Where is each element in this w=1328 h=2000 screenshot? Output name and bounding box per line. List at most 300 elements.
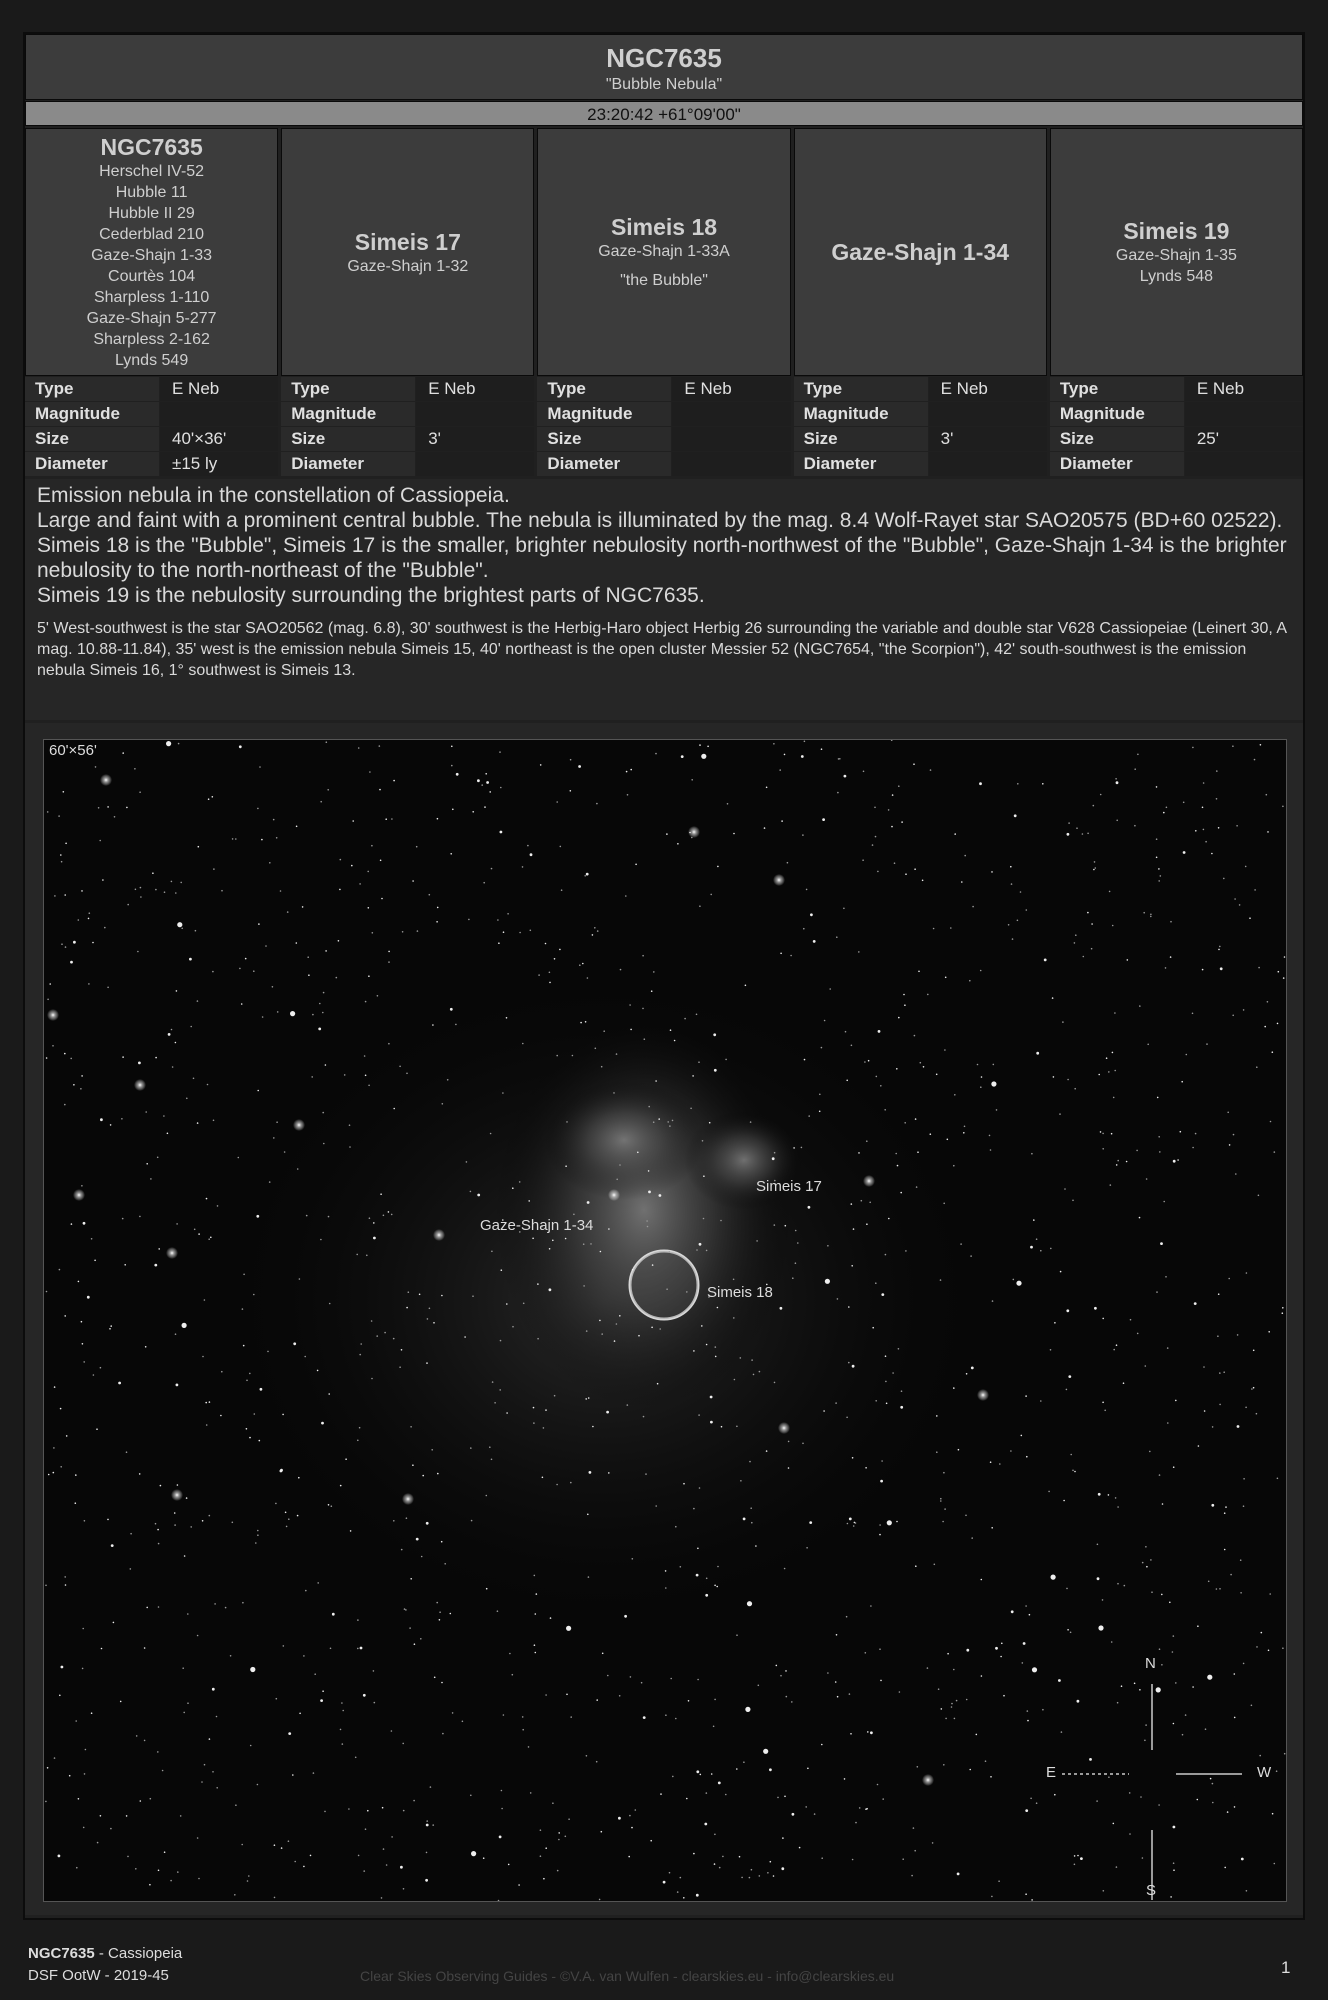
star — [393, 1338, 395, 1340]
star — [792, 1813, 795, 1816]
property-value: E Neb — [416, 377, 534, 401]
star — [855, 1522, 857, 1524]
star — [363, 1870, 365, 1872]
star — [182, 1323, 187, 1328]
star — [895, 1153, 897, 1155]
star — [359, 1354, 361, 1356]
star — [980, 970, 982, 972]
star — [1027, 1720, 1029, 1722]
star — [232, 838, 234, 840]
star — [312, 1014, 314, 1016]
star — [522, 1043, 524, 1045]
star — [406, 1073, 408, 1075]
star — [1113, 1097, 1115, 1099]
star — [48, 1474, 50, 1476]
star — [1173, 1869, 1175, 1871]
star — [936, 1451, 938, 1453]
star — [879, 1534, 881, 1536]
star — [1117, 1506, 1119, 1508]
star — [675, 1526, 677, 1528]
star — [1091, 923, 1093, 925]
star — [1017, 783, 1019, 785]
star — [848, 1362, 850, 1364]
star — [1116, 1344, 1118, 1346]
star — [512, 1187, 514, 1189]
property-value — [1185, 452, 1303, 476]
star — [193, 1078, 195, 1080]
star — [92, 942, 94, 944]
star — [707, 746, 709, 748]
star — [642, 1008, 644, 1010]
star — [943, 1203, 945, 1205]
star — [880, 1085, 882, 1087]
star — [900, 1406, 903, 1409]
star — [579, 964, 581, 966]
star — [1249, 917, 1251, 919]
star — [1268, 1331, 1270, 1333]
star — [255, 1542, 257, 1544]
star — [559, 949, 561, 951]
property-value: 25' — [1185, 427, 1303, 451]
object-name: Simeis 18 — [610, 214, 718, 240]
star — [470, 1795, 472, 1797]
star — [1270, 1121, 1272, 1123]
star — [1026, 909, 1028, 911]
star — [990, 1776, 992, 1778]
star — [450, 853, 452, 855]
star — [170, 1880, 172, 1882]
star — [317, 1370, 319, 1372]
star — [699, 905, 701, 907]
star — [437, 818, 439, 820]
star — [806, 1547, 808, 1549]
star — [109, 1328, 111, 1330]
star — [536, 1593, 538, 1595]
star — [61, 1666, 64, 1669]
star — [107, 806, 109, 808]
star — [1098, 1625, 1103, 1630]
star — [570, 1716, 572, 1718]
star — [1156, 1291, 1158, 1293]
star — [290, 1011, 295, 1016]
star — [835, 1402, 837, 1404]
property-label: Size — [25, 427, 159, 451]
star — [456, 773, 459, 776]
star — [953, 1669, 955, 1671]
star — [350, 1530, 352, 1532]
star — [596, 803, 598, 805]
star — [657, 1383, 659, 1385]
star — [774, 1224, 776, 1226]
star — [947, 1139, 949, 1141]
star — [409, 1627, 411, 1629]
star — [1115, 778, 1117, 780]
star — [194, 1229, 196, 1231]
star — [242, 1602, 244, 1604]
star — [874, 807, 876, 809]
star — [976, 1734, 978, 1736]
star — [1089, 1758, 1092, 1761]
page-number: 1 — [1281, 1958, 1291, 1977]
star — [936, 1415, 938, 1417]
star — [1060, 1271, 1062, 1273]
star — [1177, 1159, 1179, 1161]
star — [416, 1538, 419, 1541]
star — [1098, 1074, 1100, 1076]
star — [870, 1605, 872, 1607]
star — [369, 771, 371, 773]
star — [373, 1222, 375, 1224]
star — [552, 1802, 554, 1804]
property-value — [672, 452, 790, 476]
alias: Gaze-Shajn 1-33 — [91, 247, 213, 264]
star — [894, 862, 896, 864]
star — [628, 1856, 630, 1858]
star — [144, 1740, 146, 1742]
star — [82, 1343, 84, 1345]
star — [230, 1655, 232, 1657]
star — [157, 1751, 159, 1753]
star — [1251, 1705, 1253, 1707]
star — [60, 1466, 62, 1468]
star — [1211, 1504, 1214, 1507]
star — [1251, 1388, 1253, 1390]
star — [803, 928, 805, 930]
property-label: Diameter — [281, 452, 415, 476]
star — [1067, 833, 1070, 836]
star — [630, 769, 632, 771]
bright-star — [47, 1009, 59, 1021]
star — [696, 1574, 699, 1577]
star — [498, 1900, 500, 1902]
star — [588, 1576, 590, 1578]
star — [945, 977, 947, 979]
star — [1044, 959, 1047, 962]
star — [534, 1644, 536, 1646]
star — [372, 932, 374, 934]
star — [344, 1074, 346, 1076]
star — [602, 1653, 604, 1655]
star — [320, 1239, 322, 1241]
star — [500, 787, 502, 789]
star — [1254, 759, 1256, 761]
star — [139, 791, 141, 793]
compass-south: S — [1146, 1882, 1157, 1899]
star — [619, 1315, 621, 1317]
star — [288, 1518, 290, 1520]
star — [1192, 1013, 1194, 1015]
star — [999, 1463, 1001, 1465]
star — [1170, 1896, 1172, 1898]
star — [127, 1856, 129, 1858]
star — [584, 875, 586, 877]
star — [667, 1121, 669, 1123]
star — [110, 1124, 112, 1126]
star — [471, 1851, 476, 1856]
star — [710, 1396, 713, 1399]
star — [698, 1414, 700, 1416]
bright-star — [134, 1079, 146, 1091]
star — [745, 985, 747, 987]
star — [1093, 869, 1095, 871]
star — [93, 1374, 95, 1376]
star — [706, 1250, 708, 1252]
star — [751, 1869, 753, 1871]
star — [401, 1549, 403, 1551]
compass-east: E — [1046, 1764, 1057, 1781]
star — [533, 1407, 535, 1409]
star — [374, 1702, 376, 1704]
star — [503, 931, 505, 933]
star — [964, 855, 966, 857]
star — [308, 974, 310, 976]
star — [819, 1111, 821, 1113]
star — [114, 816, 116, 818]
star — [915, 1118, 917, 1120]
star — [1216, 798, 1218, 800]
star — [175, 1042, 177, 1044]
star — [325, 1064, 327, 1066]
star — [938, 1688, 940, 1690]
star — [235, 838, 237, 840]
star — [481, 784, 483, 786]
star — [1269, 1593, 1271, 1595]
star — [107, 1519, 109, 1521]
star — [596, 1699, 598, 1701]
object-name: Simeis 17 — [354, 228, 461, 255]
star — [326, 741, 328, 743]
star — [1112, 1052, 1114, 1054]
description-paragraph: Simeis 19 is the nebulosity surrounding the brightest parts of NGC7635. — [37, 584, 705, 607]
star — [331, 1505, 333, 1507]
property-label: Size — [794, 427, 928, 451]
star — [64, 894, 66, 896]
star — [880, 1480, 883, 1483]
star — [371, 845, 373, 847]
star — [979, 782, 982, 785]
star — [971, 1537, 973, 1539]
star — [891, 826, 893, 828]
star — [589, 1471, 592, 1474]
star — [332, 1613, 335, 1616]
star — [715, 1356, 717, 1358]
star — [220, 1415, 222, 1417]
star — [733, 833, 735, 835]
star — [65, 843, 67, 845]
star — [498, 942, 500, 944]
star — [149, 1884, 151, 1886]
star — [134, 768, 136, 770]
star — [1167, 1347, 1169, 1349]
star — [198, 846, 200, 848]
star — [1192, 1686, 1194, 1688]
star — [573, 1214, 575, 1216]
star — [714, 1699, 716, 1701]
star — [1094, 861, 1096, 863]
star — [122, 1056, 124, 1058]
star — [342, 1743, 344, 1745]
star — [632, 1269, 634, 1271]
star — [232, 1522, 234, 1524]
star — [78, 919, 80, 921]
star — [866, 1140, 868, 1142]
star — [320, 801, 322, 803]
star — [206, 1424, 208, 1426]
star — [714, 1069, 717, 1072]
star — [212, 1688, 215, 1691]
star — [455, 1024, 457, 1026]
star — [770, 1861, 772, 1863]
star — [1256, 1413, 1258, 1415]
star — [852, 1457, 854, 1459]
star — [665, 1570, 667, 1572]
star — [884, 1109, 886, 1111]
alias: Lynds 548 — [1139, 268, 1214, 285]
star — [659, 1328, 661, 1330]
star — [357, 1648, 359, 1650]
star — [899, 1691, 901, 1693]
star — [45, 1801, 47, 1803]
object-name: NGC7635 — [100, 134, 203, 160]
star — [299, 1713, 301, 1715]
star — [426, 1522, 429, 1525]
star — [275, 1503, 277, 1505]
star — [391, 1836, 393, 1838]
star — [328, 1504, 330, 1506]
star — [774, 1382, 776, 1384]
star — [627, 794, 629, 796]
star — [439, 1611, 441, 1613]
star — [1169, 1602, 1171, 1604]
star — [1283, 977, 1285, 979]
star — [208, 798, 210, 800]
star — [904, 1122, 906, 1124]
star — [139, 1216, 141, 1218]
star — [1224, 1867, 1226, 1869]
bright-star — [166, 1247, 178, 1259]
star — [1163, 812, 1165, 814]
star — [945, 1718, 947, 1720]
star — [320, 1699, 323, 1702]
bright-star — [778, 1422, 790, 1434]
star — [1114, 1012, 1116, 1014]
star — [402, 931, 404, 933]
star — [365, 1001, 367, 1003]
star — [70, 961, 73, 964]
star — [303, 1655, 305, 1657]
star — [797, 1242, 799, 1244]
star — [1205, 1728, 1207, 1730]
star — [750, 1121, 752, 1123]
star — [587, 1514, 589, 1516]
star — [61, 943, 63, 945]
star — [1173, 1826, 1176, 1829]
star — [366, 1255, 368, 1257]
star — [210, 1237, 212, 1239]
star — [182, 1667, 184, 1669]
star — [898, 785, 900, 787]
star — [802, 834, 804, 836]
alias: Gaze-Shajn 1-32 — [347, 257, 469, 275]
star — [91, 1238, 93, 1240]
star — [1159, 1648, 1161, 1650]
star — [823, 1410, 825, 1412]
property-row-magnitude — [281, 402, 534, 426]
star — [1087, 833, 1089, 835]
star — [368, 907, 370, 909]
star — [257, 1090, 259, 1092]
star — [616, 1323, 618, 1325]
star — [352, 820, 354, 822]
star — [130, 1533, 132, 1535]
star — [83, 1827, 85, 1829]
property-row-diameter — [1050, 452, 1303, 476]
star — [1137, 1333, 1139, 1335]
star — [1070, 1454, 1072, 1456]
star — [864, 1061, 866, 1063]
star — [1240, 1592, 1242, 1594]
star — [98, 807, 100, 809]
star — [774, 1152, 776, 1154]
star — [550, 1617, 552, 1619]
star — [209, 1738, 211, 1740]
star — [1158, 868, 1160, 870]
star — [1181, 1081, 1183, 1083]
property-row-diameter — [25, 452, 278, 476]
star — [426, 1820, 428, 1822]
star — [1227, 1112, 1229, 1114]
star — [865, 1808, 867, 1810]
star — [1245, 1407, 1247, 1409]
star — [587, 977, 589, 979]
star — [650, 1840, 652, 1842]
star — [853, 1228, 855, 1230]
bright-star — [171, 1489, 183, 1501]
star — [190, 1026, 192, 1028]
star — [202, 1520, 204, 1522]
properties-table — [281, 377, 534, 476]
star — [543, 1427, 545, 1429]
star — [110, 1325, 112, 1327]
star — [663, 1881, 666, 1884]
star — [1267, 831, 1269, 833]
footer-series: DSF OotW - 2019-45 — [28, 1967, 169, 1984]
property-label: Type — [1050, 377, 1184, 401]
star — [1246, 1890, 1248, 1892]
star — [586, 1755, 588, 1757]
star — [1074, 942, 1076, 944]
star — [990, 1149, 992, 1151]
star — [1218, 949, 1220, 951]
star — [717, 866, 719, 868]
star — [684, 1018, 686, 1020]
star — [1150, 1559, 1152, 1561]
star — [367, 871, 369, 873]
star — [734, 1379, 736, 1381]
star — [585, 1021, 587, 1023]
object-panel-simeis18 — [537, 128, 790, 376]
property-value: 3' — [929, 427, 1047, 451]
simeis17-nebulosity — [684, 1110, 804, 1210]
star — [388, 951, 390, 953]
star — [911, 1875, 913, 1877]
bright-star — [100, 774, 112, 786]
star — [885, 1254, 887, 1256]
star — [641, 1682, 643, 1684]
star — [808, 1206, 811, 1209]
property-label: Diameter — [25, 452, 159, 476]
star — [497, 1610, 499, 1612]
